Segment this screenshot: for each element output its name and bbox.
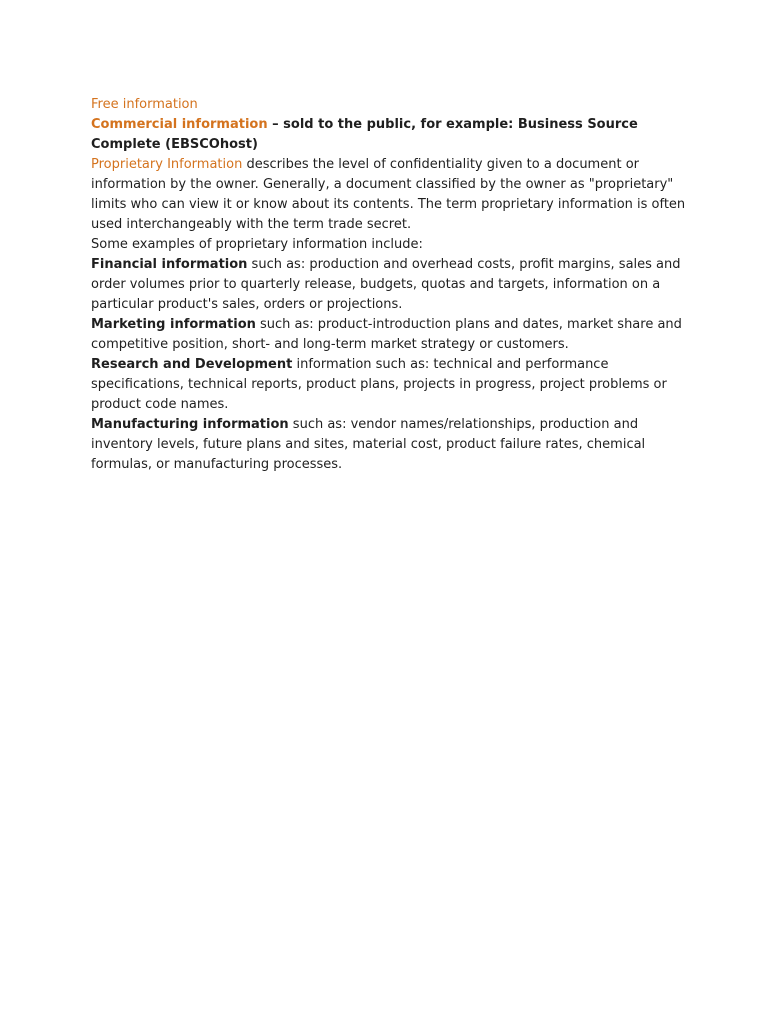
proprietary-information-term: Proprietary Information [91,157,243,172]
commercial-information-text: – sold to the public, for example: Business Source Complete (EBSCOhost) [91,117,638,152]
manufacturing-information-text: such as: vendor names/relationships, production and inventory levels, future plans and sites, material cost, product failure rates, chemical formulas, or manufacturing processes. [91,417,646,472]
commercial-information-paragraph [91,115,691,155]
document-page [91,95,691,475]
financial-information-paragraph [91,255,691,315]
proprietary-information-text: describes the level of confidentiality given to a document or information by the owner. Generally, a document classified by the owner as "proprietary" limits who can view it or know about its contents. The term proprietary information is often used interchangeably with the term trade secret. [91,157,686,232]
manufacturing-information-term: Manufacturing information [91,417,289,432]
marketing-information-paragraph [91,315,691,355]
research-development-text: information such as: technical and performance specifications, technical reports, product plans, projects in progress, project problems or product code names. [91,357,667,412]
commercial-information-term: Commercial information [91,117,268,132]
financial-information-term: Financial information [91,257,248,272]
proprietary-information-paragraph [91,155,691,235]
research-development-paragraph [91,355,691,415]
financial-information-text: such as: production and overhead costs, profit margins, sales and order volumes prior to quarterly release, budgets, quotas and targets, information on a particular product's sales, orders or projections. [91,257,681,312]
marketing-information-term: Marketing information [91,317,256,332]
free-information-label: Free information [91,97,198,112]
free-information-heading [91,95,691,115]
manufacturing-information-paragraph [91,415,691,475]
marketing-information-text: such as: product-introduction plans and dates, market share and competitive position, short- and long-term market strategy or customers. [91,317,682,352]
examples-intro: Some examples of proprietary information include: [91,237,423,252]
research-development-term: Research and Development [91,357,293,372]
